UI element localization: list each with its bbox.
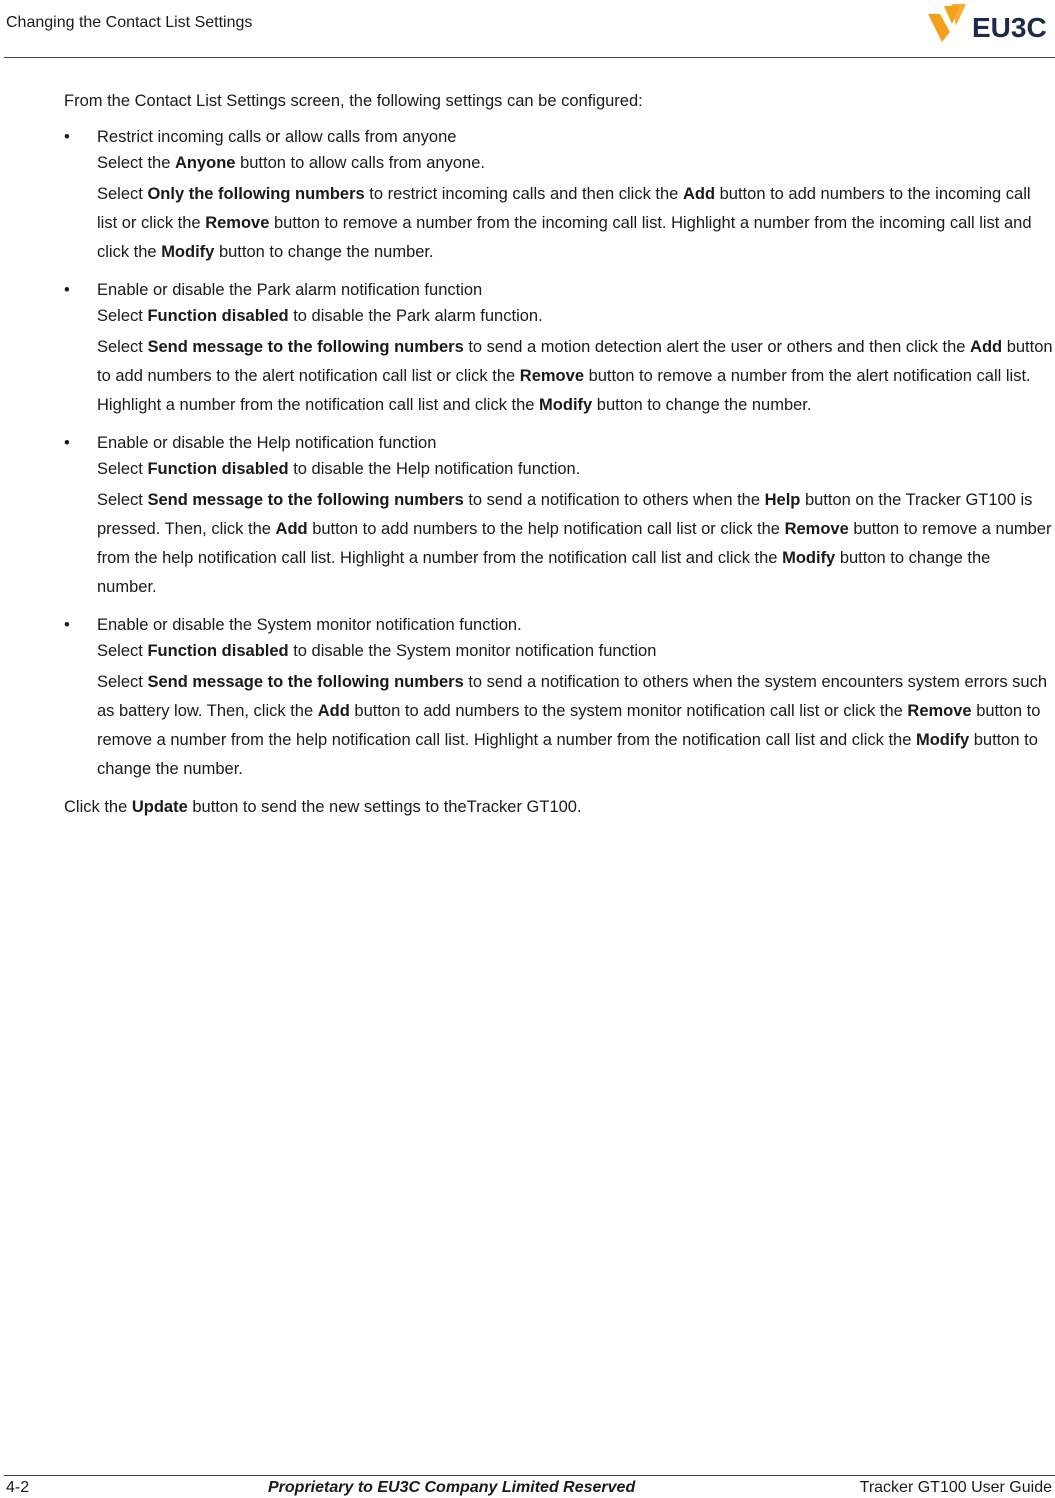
text-run: Select the [97,154,175,172]
footer-proprietary-notice: Proprietary to EU3C Company Limited Reserved [268,1479,636,1496]
header-divider [4,57,1055,58]
setting-heading: Enable or disable the Help notification function [97,434,437,452]
bold-term: Remove [519,367,584,385]
footer-document-title: Tracker GT100 User Guide [859,1479,1052,1496]
bold-term: Remove [784,520,849,538]
text-run: button on the Tracker GT100 is pressed. Then, click the [97,491,1033,538]
text-run: Select [97,338,148,356]
bold-term: Send message to the following numbers [147,673,464,691]
bold-term: Update [131,798,188,816]
logo-text: EU3C [972,12,1047,43]
setting-heading: Enable or disable the Park alarm notification function [97,281,483,299]
text-run: button to allow calls from anyone. [235,154,485,172]
bold-term: Send message to the following numbers [147,491,464,509]
setting-disable-option [97,638,1054,664]
text-run: Select [97,460,148,478]
text-run: button to remove a number from the incoming call list. Highlight a number from the incoming call list and click the [97,214,1032,261]
bold-term: Remove [205,214,270,232]
bold-term: Add [317,702,350,720]
bold-term: Modify [161,243,215,261]
bold-term: Send message to the following numbers [147,338,464,356]
eu3c-logo [926,2,1055,46]
setting-enable-option [97,333,1054,420]
text-run: button to remove a number from the help notification call list. Highlight a number from the notification call list and click the [97,702,1041,749]
bold-term: Add [682,185,716,203]
settings-list [64,124,1054,784]
text-run: Select [97,491,148,509]
setting-heading: Restrict incoming calls or allow calls from anyone [97,128,457,146]
page-header-title: Changing the Contact List Settings [6,14,253,31]
bullet-marker: • [64,128,70,146]
bold-term: Function disabled [147,460,289,478]
bold-term: Remove [907,702,972,720]
closing-text [64,794,1054,820]
bold-term: Add [970,338,1003,356]
text-run: button to remove a number from the alert notification call list. Highlight a number from the notification call list and click the [97,367,1031,414]
text-run: Click the [64,798,132,816]
setting-item [64,612,1054,784]
bold-term: Anyone [174,154,236,172]
text-run: to disable the Help notification function. [288,460,581,478]
bold-term: Function disabled [147,642,289,660]
setting-disable-option [97,303,1054,329]
footer-divider [4,1475,1055,1476]
bold-term: Function disabled [147,307,289,325]
bold-term: Help [764,491,801,509]
bold-term: Modify [782,549,836,567]
bullet-marker: • [64,616,70,634]
text-run: button to add numbers to the alert notification call list or click the [97,338,1053,385]
text-run: button to add numbers to the help notification call list or click the [307,520,785,538]
bullet-marker: • [64,434,70,452]
setting-disable-option [97,150,1054,176]
bold-term: Add [275,520,308,538]
setting-enable-option [97,486,1054,602]
intro-text: From the Contact List Settings screen, the following settings can be configured: [64,92,643,110]
text-run: button to change the number. [97,549,991,596]
setting-item [64,124,1054,267]
setting-enable-option [97,180,1054,267]
text-run: button to remove a number from the help notification call list. Highlight a number from the notification call list and click the [97,520,1052,567]
setting-heading: Enable or disable the System monitor notification function. [97,616,522,634]
text-run: button to send the new settings to theTracker GT100. [187,798,582,816]
text-run: to send a motion detection alert the user or others and then click the [463,338,971,356]
text-run: button to add numbers to the incoming call list or click the [97,185,1031,232]
text-run: button to change the number. [592,396,812,414]
setting-enable-option [97,668,1054,784]
bold-term: Modify [539,396,593,414]
text-run: button to add numbers to the system monitor notification call list or click the [349,702,908,720]
document-body [64,88,1054,820]
bold-term: Only the following numbers [147,185,365,203]
text-run: Select [97,642,148,660]
text-run: to send a notification to others when the system encounters system errors such as battery low. Then, click the [97,673,1048,720]
setting-item [64,430,1054,602]
text-run: to restrict incoming calls and then click the [364,185,683,203]
text-run: to disable the Park alarm function. [288,307,543,325]
bullet-marker: • [64,281,70,299]
setting-item [64,277,1054,420]
bold-term: Modify [915,731,970,749]
text-run: to send a notification to others when the [463,491,765,509]
text-run: to disable the System monitor notification function [288,642,657,660]
page-number: 4-2 [6,1479,30,1496]
text-run: Select [97,307,148,325]
text-run: Select [97,185,148,203]
setting-disable-option [97,456,1054,482]
text-run: Select [97,673,148,691]
text-run: button to change the number. [97,731,1038,778]
text-run: button to change the number. [214,243,434,261]
